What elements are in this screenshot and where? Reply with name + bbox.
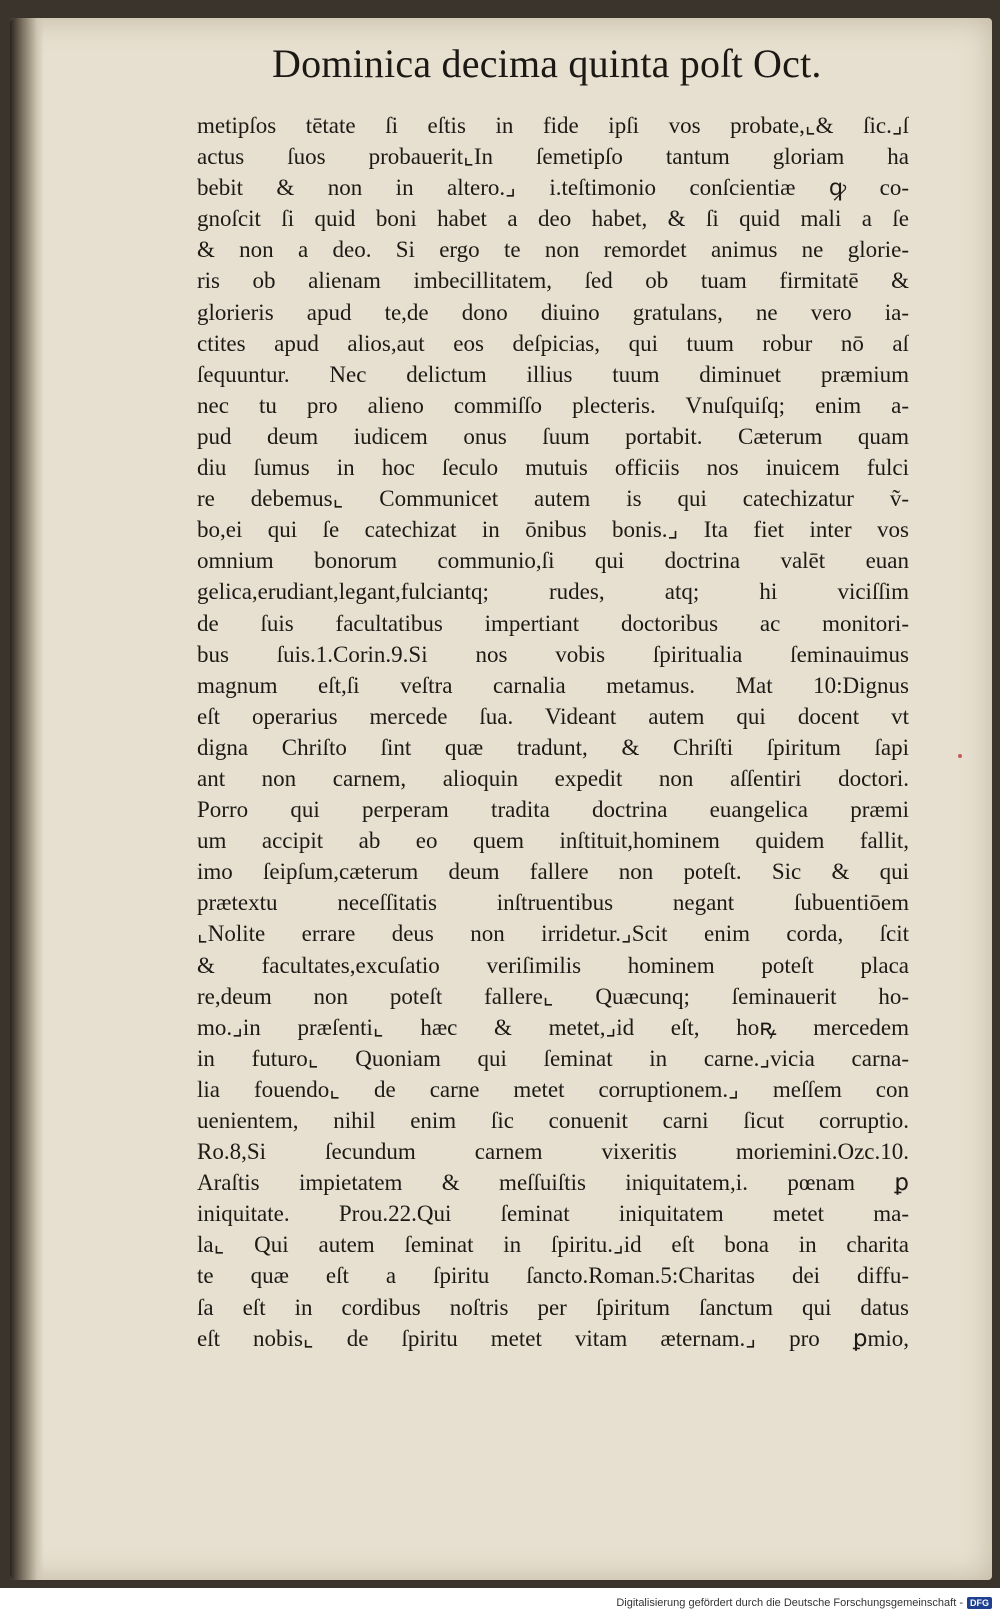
footer-credit: Digitalisierung gefördert durch die Deutsche Forschungsgemeinschaft - bbox=[616, 1597, 963, 1609]
text-line: ctites apud alios,aut eos deſpicias, qui tuum robur nō aſ bbox=[197, 330, 909, 356]
binding-gutter bbox=[10, 18, 44, 1580]
text-line: ⌞Nolite errare deus non irridetur.⌟Scit enim corda, ſcit bbox=[197, 921, 909, 947]
text-line: eſt operarius mercede ſua. Videant autem qui docent vt bbox=[197, 703, 909, 729]
text-block bbox=[197, 110, 909, 1354]
text-line: pud deum iudicem onus ſuum portabit. Cæterum quam bbox=[197, 423, 909, 449]
text-line: te quæ eſt a ſpiritu ſancto.Roman.5:Charitas dei diffu- bbox=[197, 1263, 909, 1289]
text-line: de ſuis facultatibus impertiant doctoribus ac monitori- bbox=[197, 610, 909, 636]
text-line: magnum eſt,ſi veſtra carnalia metamus. Mat 10:Dignus bbox=[197, 672, 909, 698]
text-line: nec tu pro alieno commiſſo plecteris. Vnuſquiſq; enim a- bbox=[197, 392, 909, 418]
text-line: & non a deo. Si ergo te non remordet animus ne glorie- bbox=[197, 237, 909, 263]
text-line: imo ſeipſum,cæterum deum fallere non poteſt. Sic & qui bbox=[197, 859, 909, 885]
text-line: ris ob alienam imbecillitatem, ſed ob tuam firmitatē & bbox=[197, 268, 909, 294]
text-line: bebit & non in altero.⌟ i.teſtimonio conſcientiæ ꝙ co- bbox=[197, 175, 909, 201]
text-line: glorieris apud te,de dono diuino gratulans, ne vero ia- bbox=[197, 299, 909, 325]
text-line: Porro qui perperam tradita doctrina euangelica præmi bbox=[197, 797, 909, 823]
text-line: iniquitate. Prou.22.Qui ſeminat iniquitatem metet ma- bbox=[197, 1201, 909, 1227]
text-line: mo.⌟in præſenti⌞ hæc & metet,⌟id eſt, hoꝶ mercedem bbox=[197, 1014, 909, 1040]
text-line: gnoſcit ſi quid boni habet a deo habet, & ſi quid mali a ſe bbox=[197, 206, 909, 232]
text-line: Ro.8,Si ſecundum carnem vixeritis moriemini.Ozc.10. bbox=[197, 1139, 909, 1165]
text-line: ant non carnem, alioquin expedit non aſſentiri doctori. bbox=[197, 765, 909, 791]
text-line: um accipit ab eo quem inſtituit,hominem quidem fallit, bbox=[197, 828, 909, 854]
text-line: in futuro⌞ Quoniam qui ſeminat in carne.⌟vicia carna- bbox=[197, 1045, 909, 1071]
text-line: Araſtis impietatem & meſſuiſtis iniquitatem,i. pœnam ꝑ bbox=[197, 1170, 909, 1196]
text-line: omnium bonorum communio,ſi qui doctrina valēt euan bbox=[197, 548, 909, 574]
text-line: re debemus⌞ Communicet autem is qui catechizatur ṽ- bbox=[197, 486, 909, 512]
text-line: & facultates,excuſatio veriſimilis hominem poteſt placa bbox=[197, 952, 909, 978]
text-line: digna Chriſto ſint quæ tradunt, & Chriſti ſpiritum ſapi bbox=[197, 734, 909, 760]
text-line: bus ſuis.1.Corin.9.Si nos vobis ſpiritualia ſeminauimus bbox=[197, 641, 909, 667]
text-line: la⌞ Qui autem ſeminat in ſpiritu.⌟id eſt bona in charita bbox=[197, 1232, 909, 1258]
text-line: uenientem, nihil enim ſic conuenit carni ſicut corruptio. bbox=[197, 1108, 909, 1133]
text-line: ſequuntur. Nec delictum illius tuum diminuet præmium bbox=[197, 361, 909, 387]
text-line: ſa eſt in cordibus noſtris per ſpiritum ſanctum qui datus bbox=[197, 1294, 909, 1320]
dfg-logo: DFG bbox=[967, 1597, 992, 1609]
text-line: gelica,erudiant,legant,fulciantq; rudes, atq; hi viciſſim bbox=[197, 579, 909, 605]
text-line: lia fouendo⌞ de carne metet corruptionem.⌟ meſſem con bbox=[197, 1076, 909, 1102]
text-line: diu ſumus in hoc ſeculo mutuis officiis nos inuicem fulci bbox=[197, 455, 909, 481]
text-line: prætextu neceſſitatis inſtruentibus negant ſubuentiōem bbox=[197, 890, 909, 916]
text-line: re,deum non poteſt fallere⌞ Quæcunq; ſeminauerit ho- bbox=[197, 983, 909, 1009]
text-line: bo,ei qui ſe catechizat in ōnibus bonis.⌟ Ita fiet inter vos bbox=[197, 517, 909, 543]
running-head: Dominica decima quinta poſt Oct. bbox=[272, 41, 822, 86]
ink-spot bbox=[958, 754, 962, 758]
text-line: metipſos tētate ſi eſtis in fide ipſi vos probate,⌞& ſic.⌟ſ bbox=[197, 113, 909, 138]
text-line: eſt nobis⌞ de ſpiritu metet vitam æternam.⌟ pro ꝑmio, bbox=[197, 1325, 909, 1351]
digitization-footer bbox=[616, 1595, 992, 1611]
text-line: actus ſuos probauerit⌞In ſemetipſo tantum gloriam ha bbox=[197, 144, 909, 170]
